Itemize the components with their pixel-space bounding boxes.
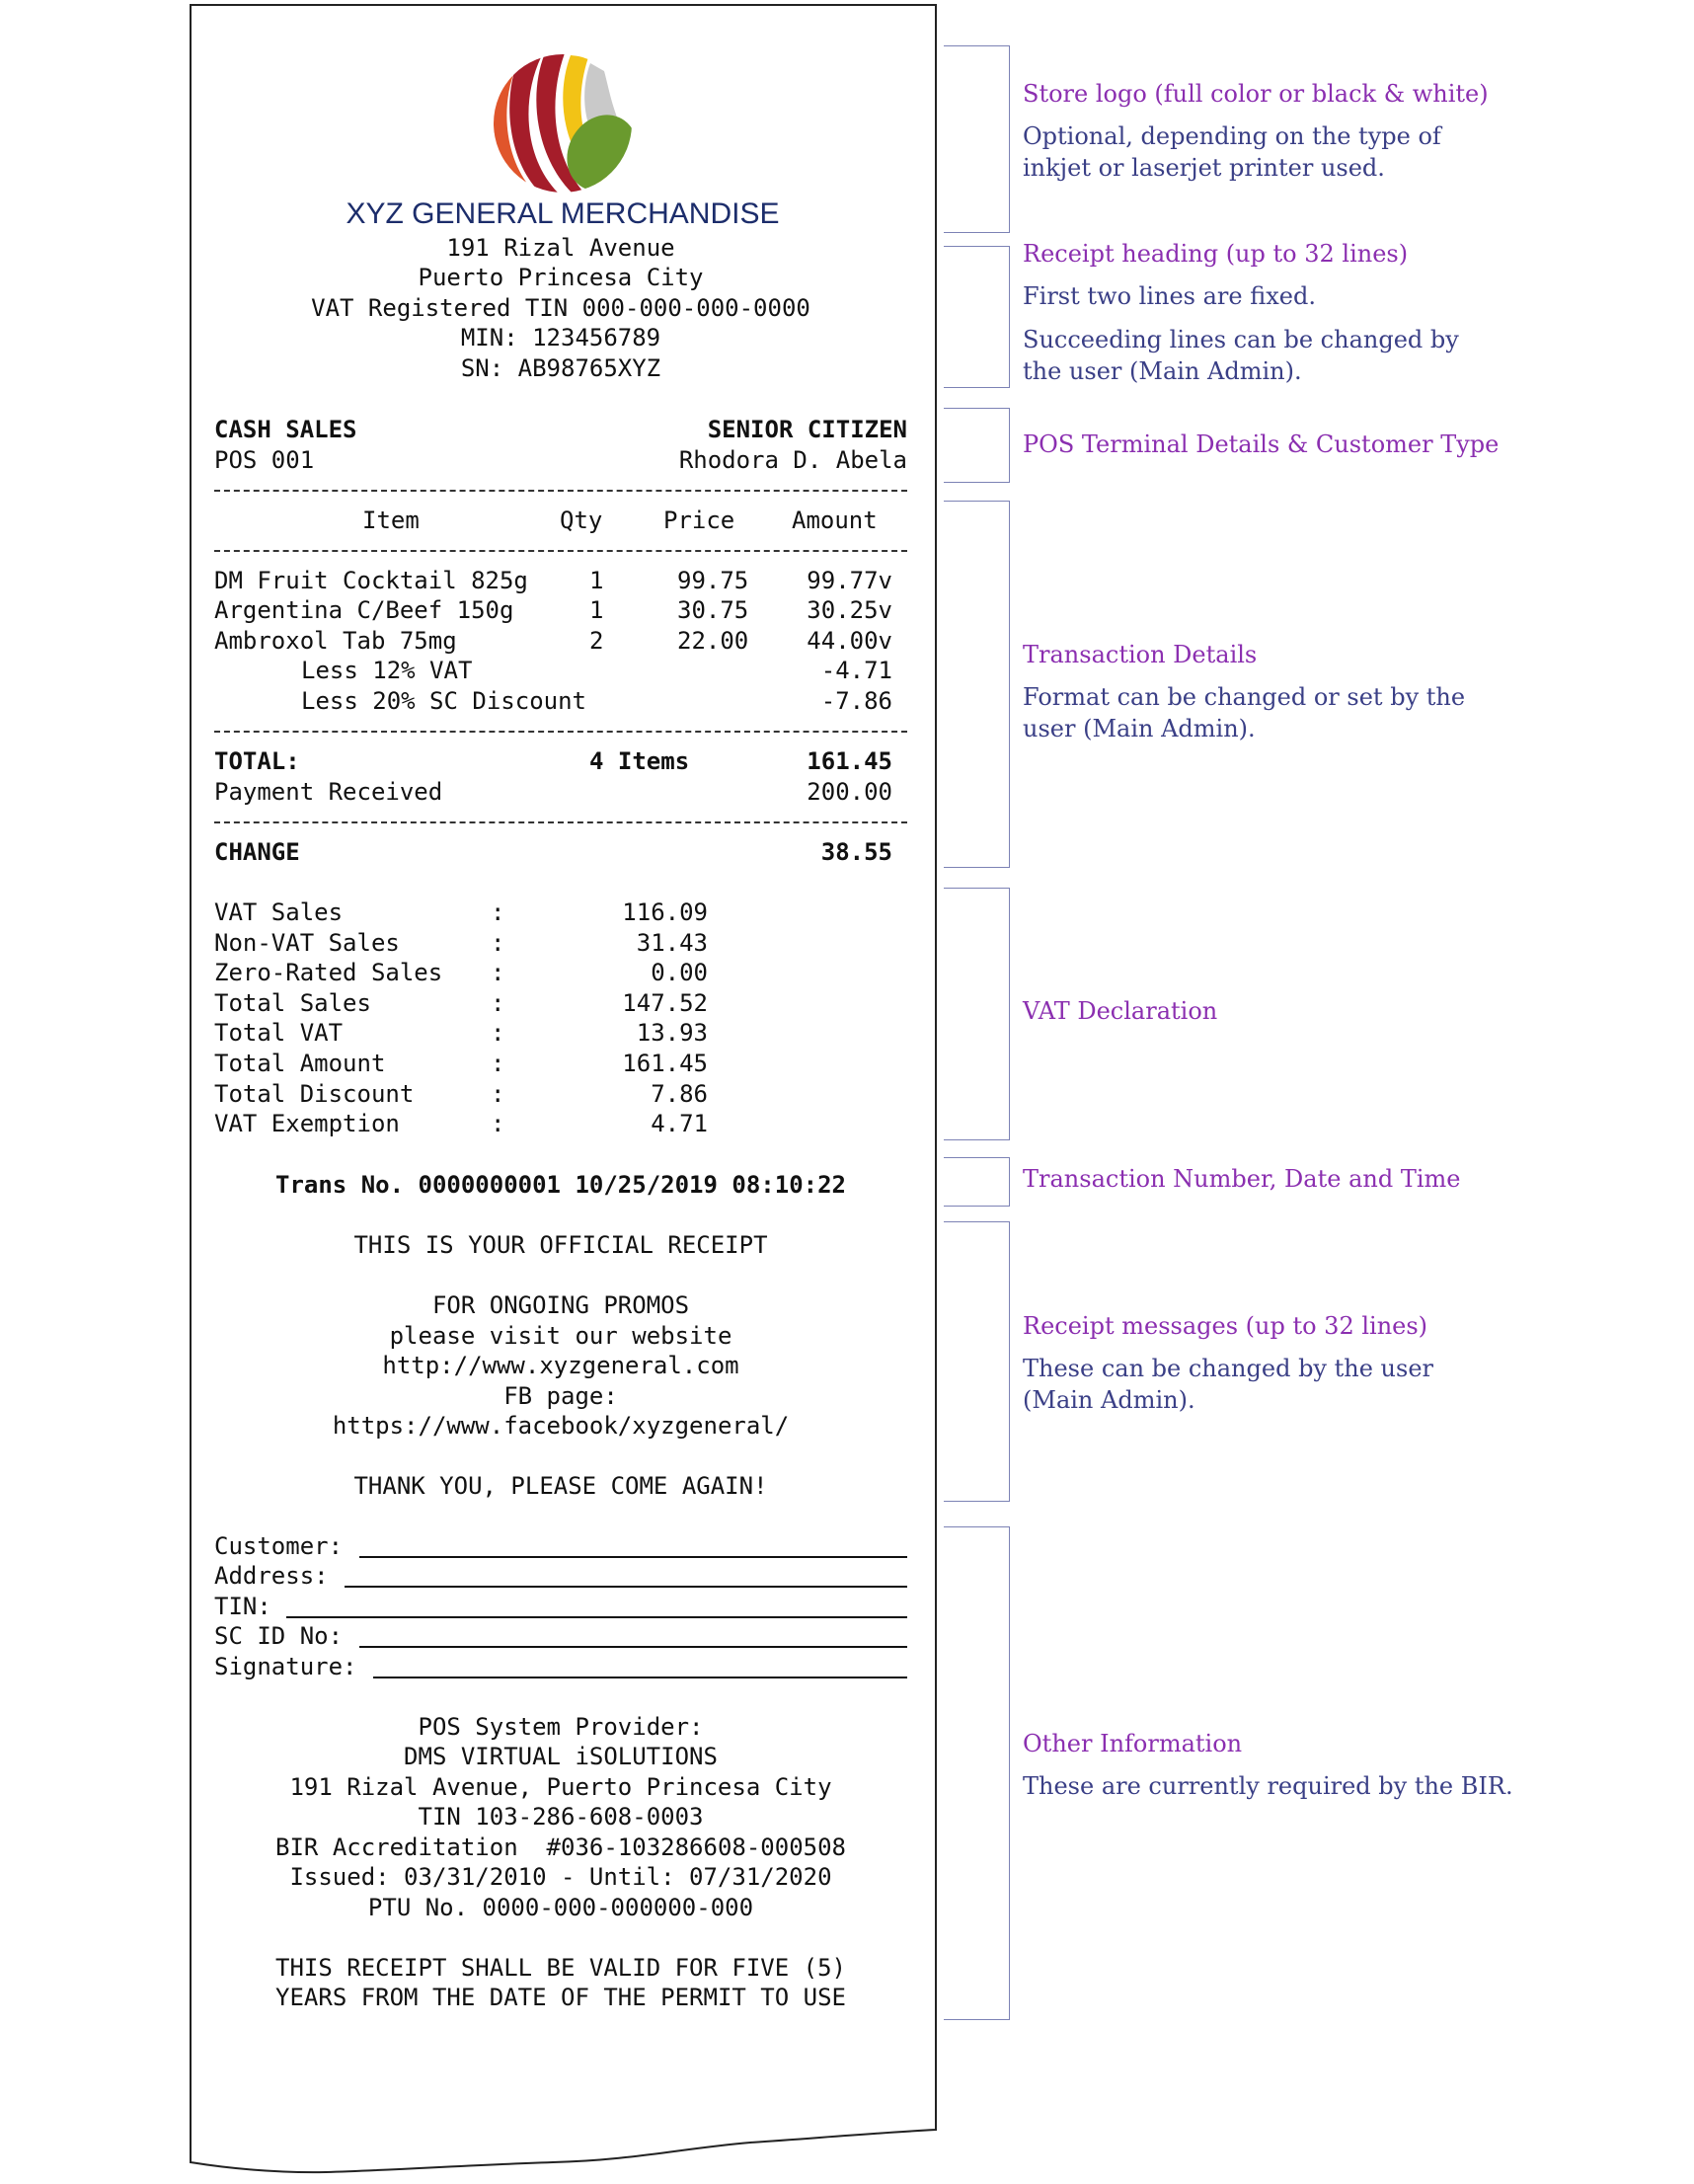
annotation-desc: Optional, depending on the type of inkjet or laserjet printer used. xyxy=(1023,122,1441,182)
vat-label: Total Amount xyxy=(214,1050,386,1077)
annotation-title: Store logo (full color or black & white) xyxy=(1023,80,1489,108)
table-row xyxy=(214,566,907,595)
vat-value: 161.45 xyxy=(622,1050,708,1077)
address-field-label: Address: xyxy=(214,1562,329,1590)
total-label: TOTAL: xyxy=(214,747,300,775)
separator xyxy=(214,490,907,492)
vat-value: 0.00 xyxy=(651,959,708,987)
fb-link: https://www.facebook/xyzgeneral/ xyxy=(332,1412,790,1440)
vat-label: VAT Exemption xyxy=(214,1110,400,1138)
col-amount: Amount xyxy=(792,507,878,534)
adjustment-row xyxy=(214,686,907,716)
tin-field-line xyxy=(286,1616,907,1618)
provider-tin: TIN 103-286-608-0003 xyxy=(418,1803,704,1831)
item-qty: 1 xyxy=(589,567,604,594)
store-min: MIN: 123456789 xyxy=(460,324,661,351)
sc-id-field-line xyxy=(359,1646,907,1648)
vat-row xyxy=(214,1049,907,1078)
vat-colon: : xyxy=(491,1019,505,1048)
separator xyxy=(214,821,907,823)
annotation-terminal xyxy=(1023,429,1674,471)
promo-message: please visit our website xyxy=(389,1322,732,1350)
vat-value: 7.86 xyxy=(651,1079,708,1108)
ptu-number: PTU No. 0000-000-000000-000 xyxy=(367,1894,754,1921)
vat-colon: : xyxy=(491,959,505,987)
item-amount: 30.25v xyxy=(807,596,892,624)
col-qty: Qty xyxy=(560,507,603,534)
separator xyxy=(214,731,907,733)
bracket-terminal xyxy=(944,408,1010,483)
annotation-heading xyxy=(1023,239,1674,399)
col-item: Item xyxy=(362,507,420,534)
item-name: Argentina C/Beef 150g xyxy=(214,596,514,624)
bracket-transaction xyxy=(944,501,1010,868)
annotation-title: Receipt heading (up to 32 lines) xyxy=(1023,240,1409,268)
bracket-vat xyxy=(944,888,1010,1140)
trans-datetime: 10/25/2019 08:10:22 xyxy=(575,1171,846,1199)
vat-value: 31.43 xyxy=(636,928,708,957)
vat-colon: : xyxy=(491,1079,505,1108)
adjustment-amount: -7.86 xyxy=(820,687,892,715)
customer-field-line xyxy=(359,1556,907,1558)
bir-accreditation: BIR Accreditation #036-103286608-000508 xyxy=(275,1833,846,1861)
thank-you-message: THANK YOU, PLEASE COME AGAIN! xyxy=(353,1472,768,1500)
annotation-title: Other Information xyxy=(1023,1730,1243,1757)
signature-field-label: Signature: xyxy=(214,1653,357,1680)
annotation-title: Receipt messages (up to 32 lines) xyxy=(1023,1312,1428,1340)
address-field-line xyxy=(345,1586,907,1588)
provider-label: POS System Provider: xyxy=(418,1713,704,1741)
vat-row xyxy=(214,958,907,987)
pos-terminal: POS 001 xyxy=(214,446,315,474)
change-row xyxy=(214,837,907,867)
vat-colon: : xyxy=(491,898,505,926)
item-name: DM Fruit Cocktail 825g xyxy=(214,567,528,594)
annotation-transaction xyxy=(1023,640,1674,756)
item-amount: 44.00v xyxy=(807,627,892,655)
item-amount: 99.77v xyxy=(807,567,892,594)
payment-row xyxy=(214,777,907,807)
vat-colon: : xyxy=(491,1050,505,1077)
item-name: Ambroxol Tab 75mg xyxy=(214,627,457,655)
store-name: XYZ GENERAL MERCHANDISE xyxy=(346,197,780,230)
vat-row xyxy=(214,1079,907,1109)
store-tin: VAT Registered TIN 000-000-000-0000 xyxy=(311,294,810,322)
bracket-messages xyxy=(944,1221,1010,1502)
adjustment-row xyxy=(214,656,907,685)
vat-value: 147.52 xyxy=(622,988,708,1017)
annotation-other xyxy=(1023,1729,1674,1814)
column-headers xyxy=(214,506,907,535)
item-price: 22.00 xyxy=(677,627,749,655)
item-qty: 2 xyxy=(589,627,604,655)
transaction-number xyxy=(214,1170,907,1200)
vat-label: Total Sales xyxy=(214,988,371,1017)
bracket-other xyxy=(944,1526,1010,2020)
payment-amount: 200.00 xyxy=(807,778,892,806)
terminal-row-2 xyxy=(214,445,907,475)
annotation-title: POS Terminal Details & Customer Type xyxy=(1023,430,1500,458)
vat-row xyxy=(214,988,907,1018)
item-price: 30.75 xyxy=(677,596,749,624)
official-receipt-message: THIS IS YOUR OFFICIAL RECEIPT xyxy=(353,1231,768,1259)
vat-row xyxy=(214,928,907,958)
bracket-heading xyxy=(944,246,1010,388)
vat-value: 116.09 xyxy=(622,898,708,926)
adjustment-amount: -4.71 xyxy=(820,657,892,684)
table-row xyxy=(214,595,907,625)
sale-type: CASH SALES xyxy=(214,416,357,443)
customer-type: SENIOR CITIZEN xyxy=(707,416,907,443)
accreditation-dates: Issued: 03/31/2010 - Until: 07/31/2020 xyxy=(289,1863,832,1891)
vat-colon: : xyxy=(491,988,505,1017)
bracket-logo xyxy=(944,45,1010,233)
vat-colon: : xyxy=(491,1110,505,1138)
customer-name: Rhodora D. Abela xyxy=(678,446,907,474)
bracket-transno xyxy=(944,1157,1010,1207)
vat-label: Zero-Rated Sales xyxy=(214,959,443,987)
provider-address: 191 Rizal Avenue, Puerto Princesa City xyxy=(289,1773,832,1801)
adjustment-label: Less 20% SC Discount xyxy=(301,687,586,715)
annotation-logo xyxy=(1023,79,1674,195)
website-link: http://www.xyzgeneral.com xyxy=(382,1352,739,1379)
adjustment-label: Less 12% VAT xyxy=(301,657,473,684)
store-sn: SN: AB98765XYZ xyxy=(460,354,661,382)
vat-label: VAT Sales xyxy=(214,898,344,926)
vat-label: Total Discount xyxy=(214,1079,415,1108)
total-amount: 161.45 xyxy=(807,747,892,775)
store-city: Puerto Princesa City xyxy=(418,264,704,291)
store-address: 191 Rizal Avenue xyxy=(446,234,675,262)
store-logo xyxy=(484,49,642,197)
col-price: Price xyxy=(663,507,735,534)
items-count: 4 Items xyxy=(589,747,690,775)
item-price: 99.75 xyxy=(677,567,749,594)
trans-label: Trans No. xyxy=(275,1171,405,1199)
fb-label: FB page: xyxy=(503,1382,618,1410)
vat-value: 4.71 xyxy=(651,1110,708,1138)
annotation-desc: Succeeding lines can be changed by the user (Main Admin). xyxy=(1023,326,1459,385)
annotation-transno xyxy=(1023,1164,1674,1206)
annotation-title: Transaction Number, Date and Time xyxy=(1023,1165,1461,1193)
vat-value: 13.93 xyxy=(636,1019,708,1048)
annotation-desc: Format can be changed or set by the user (Main Admin). xyxy=(1023,683,1466,742)
annotation-messages xyxy=(1023,1311,1674,1428)
vat-label: Total VAT xyxy=(214,1019,344,1048)
validity-notice: THIS RECEIPT SHALL BE VALID FOR FIVE (5) xyxy=(275,1954,846,1982)
total-row xyxy=(214,746,907,776)
annotation-desc: These can be changed by the user (Main Admin). xyxy=(1023,1355,1434,1414)
signature-field-line xyxy=(373,1677,907,1678)
promo-message: FOR ONGOING PROMOS xyxy=(431,1291,690,1319)
vat-row xyxy=(214,1018,907,1048)
annotation-desc: These are currently required by the BIR. xyxy=(1023,1772,1513,1800)
payment-label: Payment Received xyxy=(214,778,443,806)
sc-id-field-label: SC ID No: xyxy=(214,1622,344,1650)
trans-number: 0000000001 xyxy=(418,1171,561,1199)
item-qty: 1 xyxy=(589,596,604,624)
terminal-row-1 xyxy=(214,415,907,444)
annotation-vat xyxy=(1023,996,1674,1038)
vat-row xyxy=(214,897,907,927)
table-row xyxy=(214,626,907,656)
tin-field-label: TIN: xyxy=(214,1593,271,1620)
change-amount: 38.55 xyxy=(820,838,892,866)
annotation-title: VAT Declaration xyxy=(1023,997,1218,1025)
validity-notice: YEARS FROM THE DATE OF THE PERMIT TO USE xyxy=(275,1984,846,2011)
vat-colon: : xyxy=(491,928,505,957)
change-label: CHANGE xyxy=(214,838,300,866)
separator xyxy=(214,550,907,552)
provider-name: DMS VIRTUAL iSOLUTIONS xyxy=(404,1743,718,1770)
customer-field-label: Customer: xyxy=(214,1532,344,1560)
annotation-title: Transaction Details xyxy=(1023,641,1258,668)
annotation-desc: First two lines are fixed. xyxy=(1023,282,1316,310)
vat-row xyxy=(214,1109,907,1138)
vat-label: Non-VAT Sales xyxy=(214,928,400,957)
